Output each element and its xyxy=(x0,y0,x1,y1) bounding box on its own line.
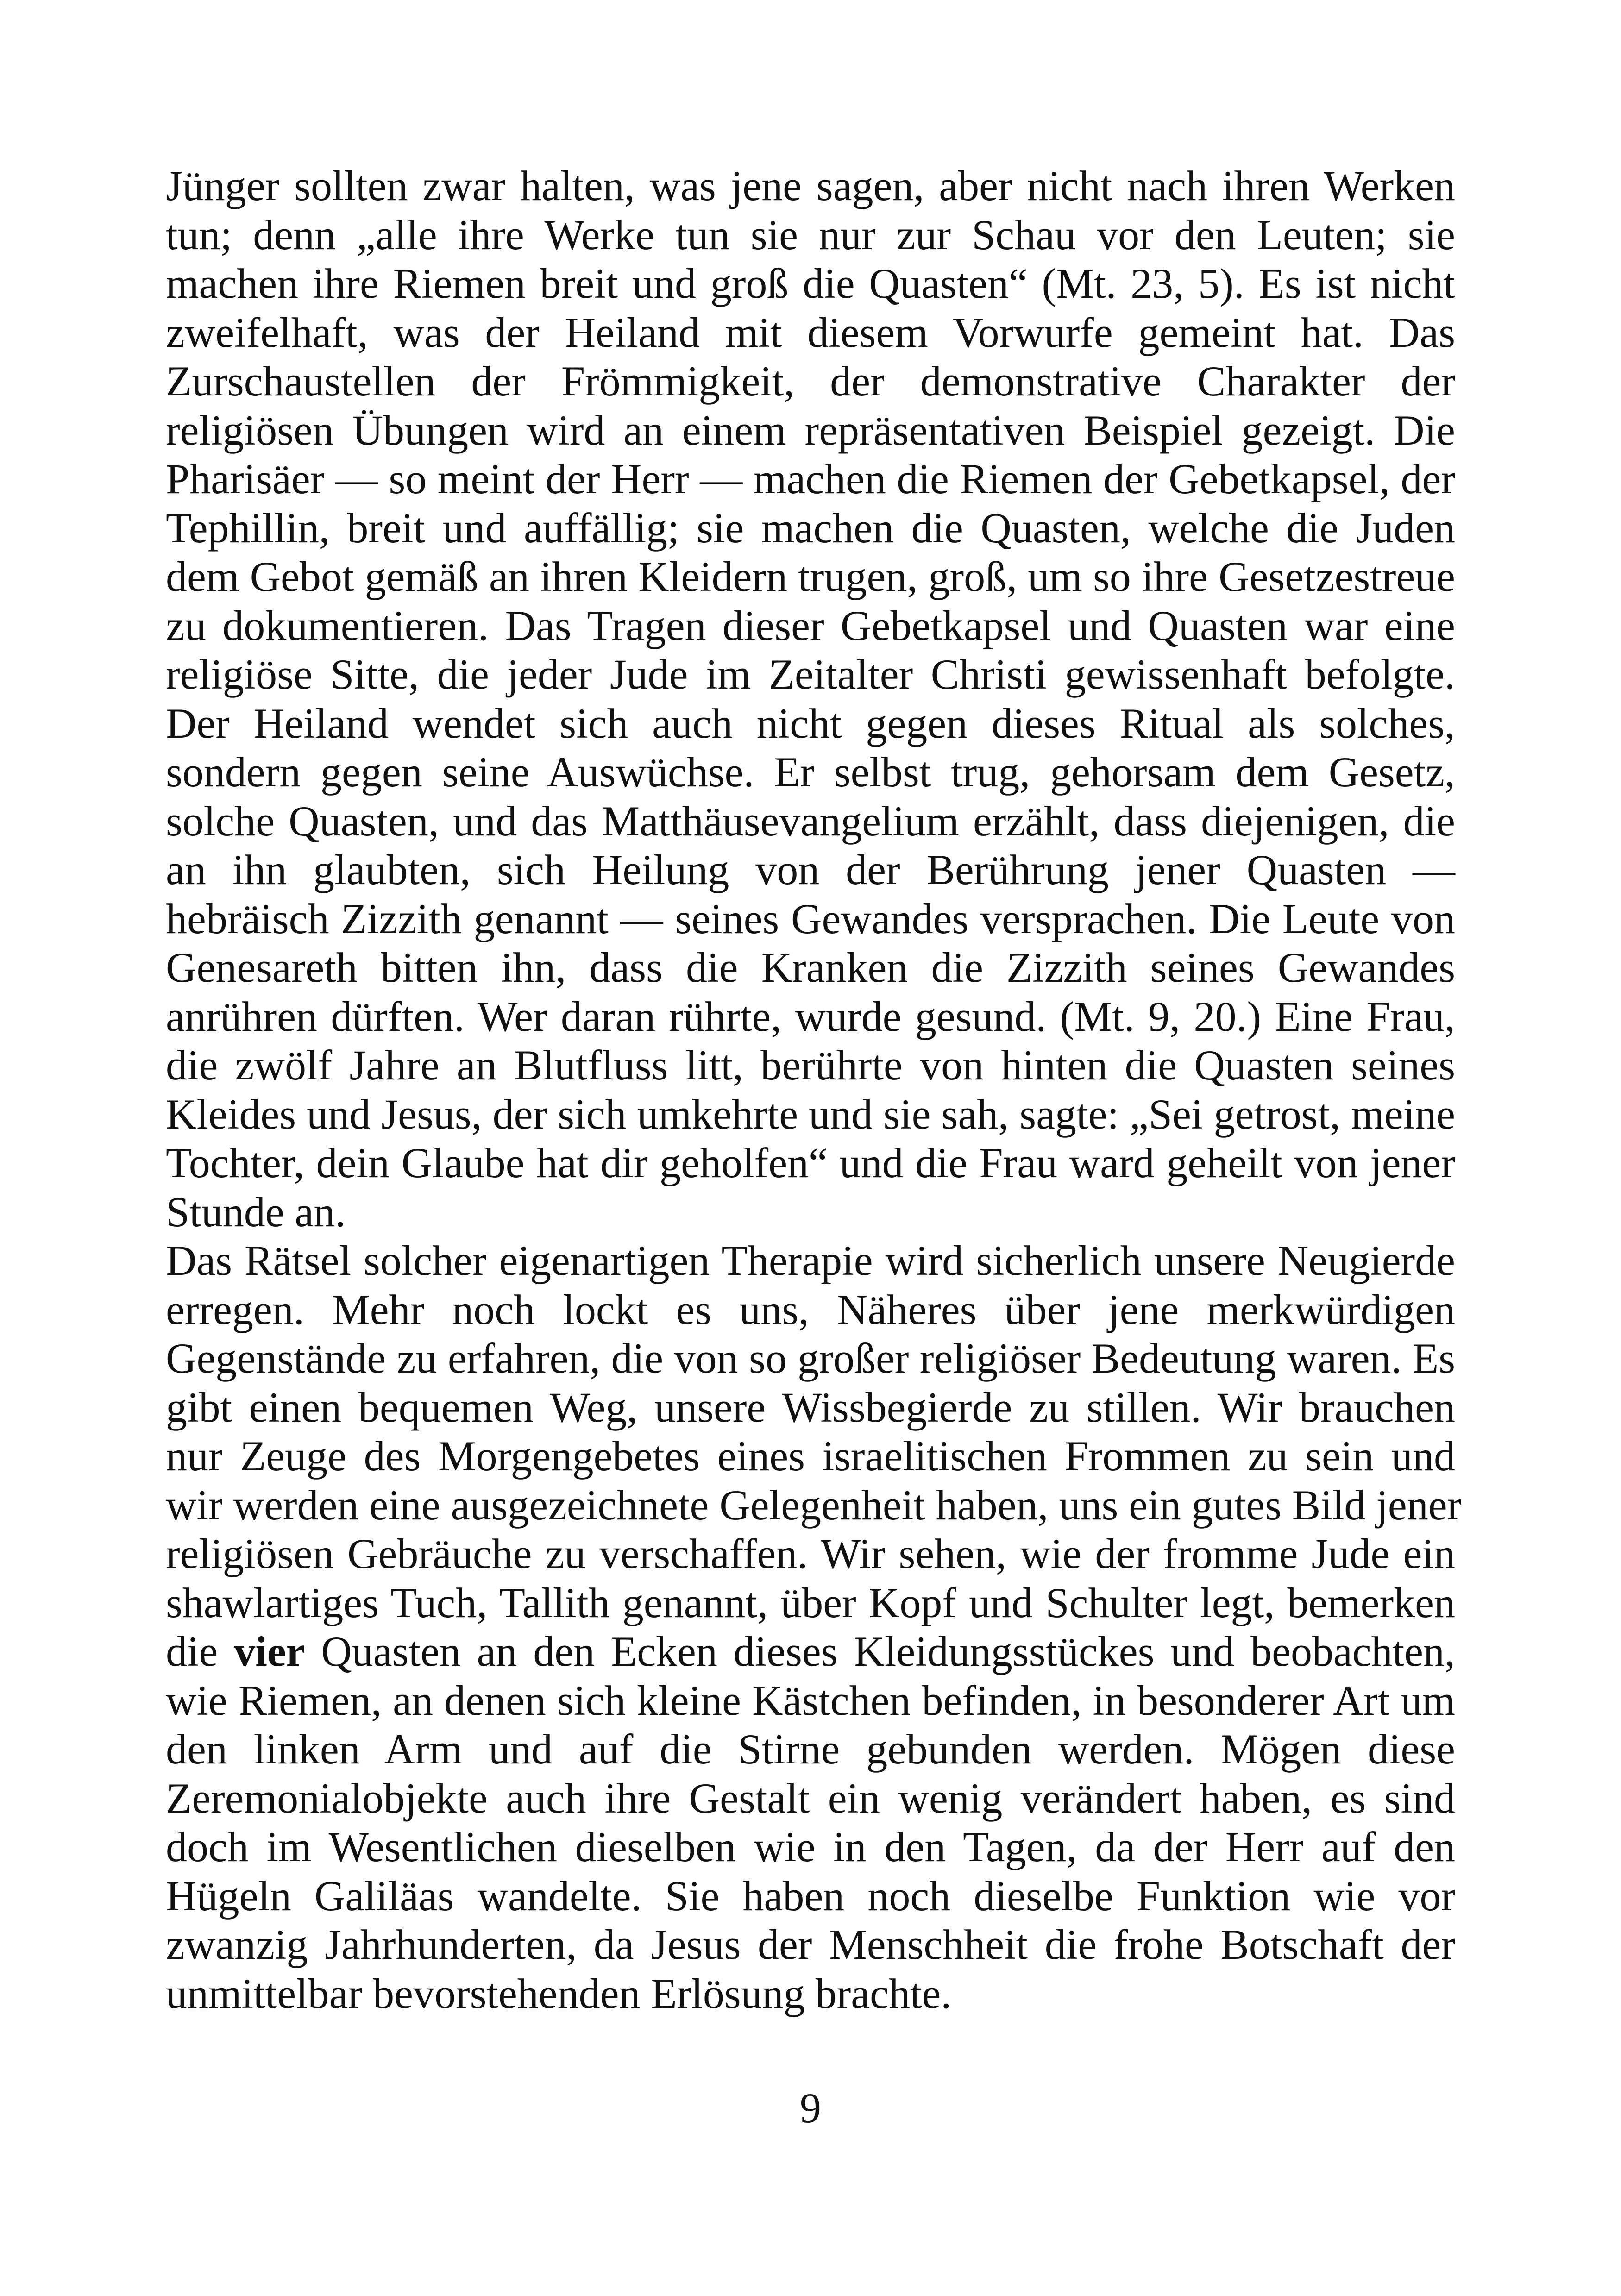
bold-word: vier xyxy=(234,1628,305,1675)
text-line: Hügeln Galiläas wandelte. Sie haben noch dieselbe Funktion wie vor xyxy=(166,1872,1455,1920)
text-line: Genesareth bitten ihn, dass die Kranken die Zizzith seines Gewandes xyxy=(166,944,1455,991)
text-line: an ihn glaubten, sich Heilung von der Berührung jener Quasten — xyxy=(166,846,1455,893)
paragraph xyxy=(166,162,1455,1236)
text-line: Kleides und Jesus, der sich umkehrte und sie sah, sagte: „Sei getrost, meine xyxy=(166,1090,1455,1138)
text-line: hebräisch Zizzith genannt — seines Gewandes versprachen. Die Leute von xyxy=(166,895,1455,942)
text-line xyxy=(166,1627,1455,1676)
body-text xyxy=(166,162,1462,2018)
text-line: religiöse Sitte, die jeder Jude im Zeitalter Christi gewissenhaft befolgte. xyxy=(166,651,1455,698)
text-line: dem Gebot gemäß an ihren Kleidern trugen, groß, um so ihre Gesetzestreue xyxy=(166,553,1455,600)
text-line: zu dokumentieren. Das Tragen dieser Gebetkapsel und Quasten war eine xyxy=(166,602,1455,649)
text-line: zweifelhaft, was der Heiland mit diesem Vorwurfe gemeint hat. Das xyxy=(166,308,1455,356)
text-line: Gegenstände zu erfahren, die von so großer religiöser Bedeutung waren. Es xyxy=(166,1335,1455,1382)
text-line: Zurschaustellen der Frömmigkeit, der demonstrative Charakter der xyxy=(166,358,1455,405)
text-run: die xyxy=(166,1628,234,1675)
text-line: Pharisäer — so meint der Herr — machen die Riemen der Gebetkapsel, der xyxy=(166,455,1455,502)
text-line: Tochter, dein Glaube hat dir geholfen“ und die Frau ward geheilt von jener xyxy=(166,1139,1455,1186)
text-line: nur Zeuge des Morgengebetes eines israelitischen Frommen zu sein und xyxy=(166,1432,1455,1480)
text-line: Zeremonialobjekte auch ihre Gestalt ein wenig verändert haben, es sind xyxy=(166,1774,1455,1822)
text-line: Das Rätsel solcher eigenartigen Therapie wird sicherlich unsere Neugierde xyxy=(166,1237,1455,1284)
text-line: Stunde an. xyxy=(166,1188,346,1236)
text-line: die zwölf Jahre an Blutfluss litt, berührte von hinten die Quasten seines xyxy=(166,1041,1455,1089)
text-line: solche Quasten, und das Matthäusevangelium erzählt, dass diejenigen, die xyxy=(166,797,1455,845)
text-line: doch im Wesentlichen dieselben wie in den Tagen, da der Herr auf den xyxy=(166,1823,1455,1870)
text-line: Tephillin, breit und auffällig; sie machen die Quasten, welche die Juden xyxy=(166,504,1455,552)
text-line: erregen. Mehr noch lockt es uns, Näheres über jene merkwürdigen xyxy=(166,1286,1455,1333)
text-line: tun; denn „alle ihre Werke tun sie nur zur Schau vor den Leuten; sie xyxy=(166,211,1455,258)
text-line: shawlartiges Tuch, Tallith genannt, über Kopf und Schulter legt, bemerken xyxy=(166,1579,1455,1626)
text-line: machen ihre Riemen breit und groß die Quasten“ (Mt. 23, 5). Es ist nicht xyxy=(166,260,1455,307)
page-number: 9 xyxy=(800,2084,821,2132)
text-line: unmittelbar bevorstehenden Erlösung brachte. xyxy=(166,1970,952,2017)
paragraph xyxy=(166,1236,1462,2018)
text-line: Jünger sollten zwar halten, was jene sagen, aber nicht nach ihren Werken xyxy=(166,162,1455,209)
text-line: sondern gegen seine Auswüchse. Er selbst trug, gehorsam dem Gesetz, xyxy=(166,748,1455,796)
text-line: religiösen Übungen wird an einem repräsentativen Beispiel gezeigt. Die xyxy=(166,406,1455,454)
text-line: den linken Arm und auf die Stirne gebunden werden. Mögen diese xyxy=(166,1725,1455,1773)
text-line: Der Heiland wendet sich auch nicht gegen dieses Ritual als solches, xyxy=(166,699,1455,747)
text-run: Quasten an den Ecken dieses Kleidungsstückes und beobachten, xyxy=(305,1628,1455,1675)
text-line: gibt einen bequemen Weg, unsere Wissbegierde zu stillen. Wir brauchen xyxy=(166,1383,1455,1431)
text-line: zwanzig Jahrhunderten, da Jesus der Menschheit die frohe Botschaft der xyxy=(166,1921,1455,1968)
text-line: anrühren dürften. Wer daran rührte, wurde gesund. (Mt. 9, 20.) Eine Frau, xyxy=(166,992,1455,1040)
text-line: wie Riemen, an denen sich kleine Kästchen befinden, in besonderer Art um xyxy=(166,1676,1455,1724)
text-line: wir werden eine ausgezeichnete Gelegenheit haben, uns ein gutes Bild jener xyxy=(166,1481,1462,1529)
text-line: religiösen Gebräuche zu verschaffen. Wir sehen, wie der fromme Jude ein xyxy=(166,1530,1455,1577)
